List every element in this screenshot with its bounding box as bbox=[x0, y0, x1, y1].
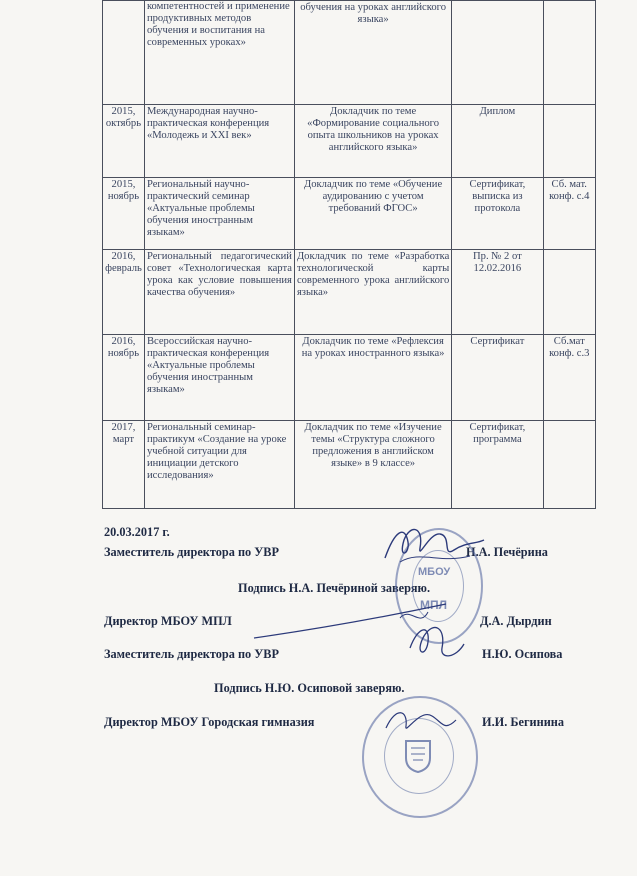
cell-event: Международная научно-практическая конференция «Молодежь и XXI век» bbox=[144, 105, 294, 178]
cell-date: 2016, ноябрь bbox=[103, 335, 145, 421]
director1-title: Директор МБОУ МПЛ bbox=[104, 614, 232, 628]
cell-publication bbox=[543, 1, 595, 105]
table-row bbox=[103, 105, 596, 178]
document-date: 20.03.2017 г. bbox=[104, 525, 170, 539]
director2-signature-icon bbox=[380, 700, 460, 740]
cell-result: Сертификат, выписка из протокола bbox=[452, 178, 543, 250]
cell-date: 2015, ноябрь bbox=[103, 178, 145, 250]
cell-topic: Докладчик по теме «Разработка технологической карты современного урока английского языка» bbox=[294, 250, 451, 335]
cell-publication bbox=[543, 105, 595, 178]
cell-date: 2016, февраль bbox=[103, 250, 145, 335]
table-row bbox=[103, 178, 596, 250]
deputy2-name: Н.Ю. Осипова bbox=[482, 647, 563, 661]
cell-event: компетентностей и применение продуктивных методов обучения и воспитания на современных уроках» bbox=[144, 1, 294, 105]
cell-result: Пр. № 2 от 12.02.2016 bbox=[452, 250, 543, 335]
certify1-line: Подпись Н.А. Печёриной заверяю. bbox=[238, 581, 431, 595]
activity-table bbox=[102, 0, 596, 509]
cell-publication: Сб. мат. конф. с.4 bbox=[543, 178, 595, 250]
cell-publication bbox=[543, 421, 595, 509]
cell-date bbox=[103, 1, 145, 105]
cell-result: Сертификат, программа bbox=[452, 421, 543, 509]
mpl-stamp-label: МПЛ bbox=[420, 598, 448, 612]
deputy1-title: Заместитель директора по УВР bbox=[104, 545, 280, 559]
coat-of-arms-icon bbox=[403, 738, 433, 774]
cell-event: Региональный семинар-практикум «Создание на уроке учебной ситуации для инициации детского исследования» bbox=[144, 421, 294, 509]
deputy2-signature-icon bbox=[400, 618, 470, 666]
director1-name: Д.А. Дырдин bbox=[480, 614, 552, 628]
cell-date: 2015, октябрь bbox=[103, 105, 145, 178]
cell-result: Сертификат bbox=[452, 335, 543, 421]
cell-event: Региональный научно-практический семинар «Актуальные проблемы обучения иностранным языкам» bbox=[144, 178, 294, 250]
cell-topic: обучения на уроках английского языка» bbox=[294, 1, 451, 105]
deputy1-signature-icon bbox=[380, 520, 490, 570]
table-row bbox=[103, 421, 596, 509]
table-row bbox=[103, 250, 596, 335]
cell-result: Диплом bbox=[452, 105, 543, 178]
cell-publication bbox=[543, 250, 595, 335]
certify2-line: Подпись Н.Ю. Осиповой заверяю. bbox=[214, 681, 405, 695]
director2-name: И.И. Бегинина bbox=[482, 715, 565, 729]
cell-topic: Докладчик по теме «Формирование социального опыта школьников на уроках английского языка» bbox=[294, 105, 451, 178]
table-row bbox=[103, 335, 596, 421]
table-row bbox=[103, 1, 596, 105]
cell-event: Всероссийская научно-практическая конференция «Актуальные проблемы обучения иностранным языкам» bbox=[144, 335, 294, 421]
cell-event: Региональный педагогический совет «Технологическая карта урока как условие повышения качества обучения» bbox=[144, 250, 294, 335]
cell-topic: Докладчик по теме «Рефлексия на уроках иностранного языка» bbox=[294, 335, 451, 421]
mpl-stamp-label-top: МБОУ bbox=[418, 566, 451, 578]
deputy1-name: Н.А. Печёрина bbox=[466, 545, 548, 559]
cell-topic: Докладчик по теме «Изучение темы «Структура сложного предложения в английском языке» в 9 классе» bbox=[294, 421, 451, 509]
cell-date: 2017, март bbox=[103, 421, 145, 509]
cell-topic: Докладчик по теме «Обучение аудированию с учетом требований ФГОС» bbox=[294, 178, 451, 250]
director2-title: Директор МБОУ Городская гимназия bbox=[104, 715, 315, 729]
cell-publication: Сб.мат конф. с.3 bbox=[543, 335, 595, 421]
cell-result bbox=[452, 1, 543, 105]
deputy2-title: Заместитель директора по УВР bbox=[104, 647, 280, 661]
